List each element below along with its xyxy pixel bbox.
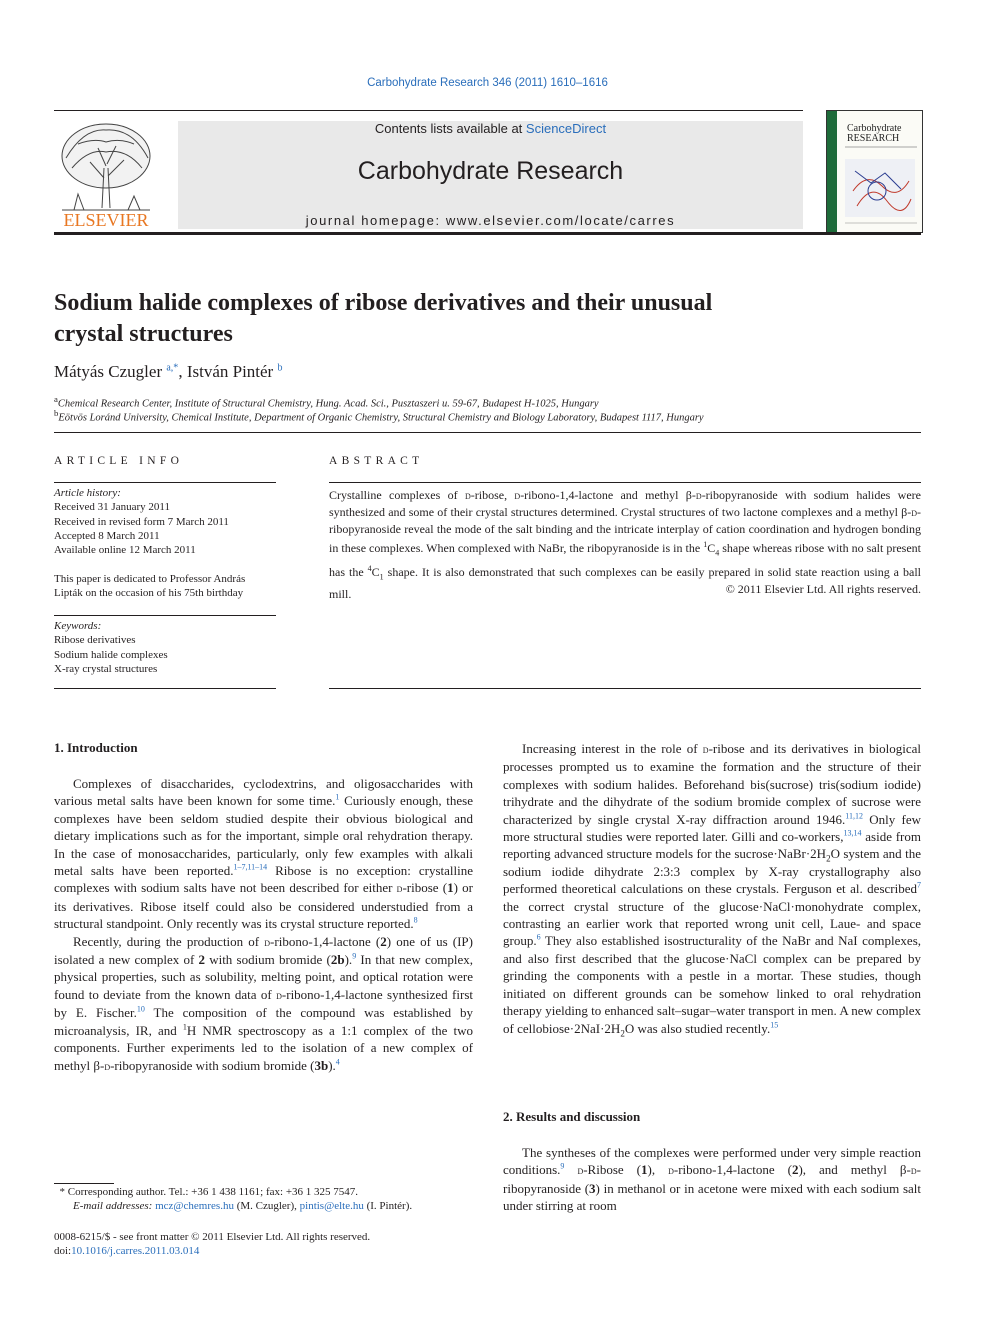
journal-reference-link[interactable]: Carbohydrate Research 346 (2011) 1610–1616 — [367, 77, 608, 89]
email-label: E-mail addresses: — [73, 1200, 153, 1212]
homepage-link[interactable]: www.elsevier.com/locate/carres — [445, 213, 676, 228]
online-date: Available online 12 March 2011 — [54, 544, 196, 557]
dedication-line: Lipták on the occasion of his 75th birthday — [54, 587, 244, 600]
section-heading-introduction: 1. Introduction — [54, 740, 138, 755]
author-name: Mátyás Czugler — [54, 362, 163, 381]
dedication — [54, 572, 284, 601]
elsevier-logo-text: ELSEVIER — [63, 210, 149, 230]
author-separator: , — [178, 362, 187, 381]
sciencedirect-link[interactable]: ScienceDirect — [525, 121, 607, 136]
affil-marker: b — [54, 408, 59, 418]
title-line-1: Sodium halide complexes of ribose derivatives and their unusual — [54, 290, 713, 316]
section-heading-results: 2. Results and discussion — [503, 1109, 641, 1124]
email-note — [73, 1200, 412, 1212]
info-rule — [54, 482, 276, 483]
abstract-rule — [329, 482, 921, 483]
doi-link[interactable]: 10.1016/j.carres.2011.03.014 — [71, 1245, 200, 1257]
info-rule — [54, 615, 276, 616]
corresponding-author-note: * Corresponding author. Tel.: +36 1 438 1161; fax: +36 1 325 7547. — [54, 1186, 359, 1198]
abstract-rule — [329, 688, 921, 689]
footnote-rule — [54, 1183, 114, 1184]
affiliation-b — [54, 408, 704, 424]
contents-line — [178, 121, 803, 136]
homepage-prefix: journal homepage: — [305, 213, 446, 228]
issn-line: 0008-6215/$ - see front matter © 2011 Elsevier Ltd. All rights reserved. — [54, 1231, 371, 1243]
journal-cover[interactable] — [826, 110, 923, 233]
history-label: Article history: — [54, 487, 121, 499]
keywords — [54, 619, 276, 676]
author-affil-link[interactable]: b — [277, 362, 283, 374]
received-date: Received 31 January 2011 — [54, 501, 170, 514]
header-divider — [54, 232, 921, 235]
right-column-intro: Increasing interest in the role of d-ribose and its derivatives in biological processes prompted us to examine the formation and the structure of their complexes with sodium halides. Beforehand bis(sucrose) tris(sodium iodide) trihydrate and the dihydrate of the sodium bromide complex of sucrose were characterized by single crystal X-ray diffraction around 1946.$^{11,12}$ Only few more structural studies were reported later. Gilli and co-workers,$^{13,14}$ aside from reporting advanced structure models for the $sucrose\cdot NaBr\cdot 2H_2O$ system and the sodium iodide dihydrate 2:3:3 complex by X-ray crystallography also performed theoretical calculations on these crystals. Ferguson et al. described$^7$ the correct crystal structure of the glucose·NaCl·monohydrate complex, contrasting an earlier work that reported wrong unit cell, Laue- and space group.$^6$ They also established isostructurality of the NaBr and NaI complexes, and also first described that the glucose·NaCl complex can be prepared by grinding the components with a pestle in a mortar. These studies, though initiated on different grounds can be somehow linked to oral rehydration therapy yielding to enhanced salt–sugar–water transport in men. A new complex of $cellobiose\cdot 2NaI\cdot 2H_2O$ was also studied recently.$^{15}$ — [503, 741, 921, 1039]
affil-text: Eötvös Loránd University, Chemical Institute, Department of Organic Chemistry, Structural Chemistry and Biology Laboratory, Budapest 1117, Hungary — [58, 412, 704, 424]
journal-homepage — [178, 213, 803, 228]
journal-cover-image — [827, 111, 922, 232]
email-link[interactable]: pintis@elte.hu — [299, 1200, 364, 1212]
affiliation-divider — [54, 432, 921, 433]
results-column: The syntheses of the complexes were performed under very simple reaction conditions.$^9$ d-Ribose (1), d-ribono-1,4-lactone (2), and methyl β-d-ribopyranoside (3) in methanol or in acetone were mixed with each sodium salt under stirring at room — [503, 1145, 921, 1214]
introduction-column: Complexes of disaccharides, cyclodextrins, and oligosaccharides with various metal salts have been known for some time.$^1$ Curiously enough, these complexes have been seldom studied despite their obvious biological and dietary implications such as for the important, simple oral rehydration therapy. In the case of monosaccharides, particularly, only few examples with alkali metal salts have been reported.$^{1-7,11-14}$ Ribose is no exception: crystalline complexes with sodium salts have not been described for either d-ribose (1) or its derivatives. Ribose itself could also be considered understudied from a structural standpoint. Only recently was its crystal structure reported.$^8$ Recently, during the production of d-ribono-1,4-lactone (2) one of us (IP) isolated a new complex of 2 with sodium bromide (2b).$^9$ In that new complex, physical properties, such as solubility, melting point, and optical rotation were found to deviate from the known data of d-ribono-1,4-lactone synthesized first by E. Fischer.$^{10}$ The composition of the compound was established by microanalysis, IR, and $^1$H NMR spectroscopy as a 1:1 complex of the two components. Further experiments led to the isolation of a new complex of methyl β-d-ribopyranoside with sodium bromide (3b).$^4$ — [54, 776, 473, 1073]
dedication-line: This paper is dedicated to Professor András — [54, 573, 246, 585]
affil-text: Chemical Research Center, Institute of Structural Chemistry, Hung. Acad. Sci., Pusztaszeri u. 59-67, Budapest H-1025, Hungary — [57, 398, 599, 410]
revised-date: Received in revised form 7 March 2011 — [54, 515, 229, 528]
info-rule — [54, 688, 276, 689]
journal-title: Carbohydrate Research — [357, 157, 624, 185]
keyword: Sodium halide complexes — [54, 648, 168, 661]
keywords-label: Keywords: — [54, 620, 102, 632]
article-info-heading: ARTICLE INFO — [54, 455, 184, 467]
article-title — [54, 288, 834, 350]
doi-line — [54, 1245, 199, 1257]
email-owner: (M. Czugler), — [233, 1200, 300, 1212]
author-list — [54, 362, 282, 382]
corresponding-text: Corresponding author. Tel.: +36 1 438 1161; fax: +36 1 325 7547. — [67, 1186, 359, 1198]
email-owner: (I. Pintér). — [363, 1200, 413, 1212]
affil-marker: a — [54, 394, 58, 404]
doi-prefix: doi: — [54, 1245, 72, 1257]
title-line-2: crystal structures — [54, 321, 233, 347]
accepted-date: Accepted 8 March 2011 — [54, 529, 160, 542]
elsevier-logo[interactable] — [54, 118, 158, 230]
header-rule — [54, 110, 803, 111]
abstract-heading: ABSTRACT — [329, 455, 424, 467]
abstract-text: Crystalline complexes of d-ribose, d-ribono-1,4-lactone and methyl β-d-ribopyranoside with sodium halides were synthesized and some of their crystal structures determined. Crystal structures of two lactone complexes and a methyl β-d-ribopyranoside reveal the mode of the salt binding and the intricate interplay of cation coordination and hydrogen bonding in these complexes. When complexed with NaBr, the ribopyranoside is in the $^1C_4$ shape whereas ribose with no salt present has the $^4C_1$ shape. It is also demonstrated that such complexes can be easily prepared in solid state reaction using a ball mill. — [329, 488, 922, 601]
cover-title-2: RESEARCH — [847, 133, 900, 144]
keyword: Ribose derivatives — [54, 634, 136, 647]
article-history — [54, 486, 276, 557]
author-name: István Pintér — [186, 362, 274, 381]
elsevier-tree-icon — [54, 118, 158, 230]
contents-prefix: Contents lists available at — [374, 121, 526, 136]
keyword: X-ray crystal structures — [54, 662, 158, 675]
email-link[interactable]: mcz@chemres.hu — [155, 1200, 234, 1212]
copyright: © 2011 Elsevier Ltd. All rights reserved. — [725, 582, 921, 596]
cover-title-1: Carbohydrate — [847, 123, 902, 134]
author-affil-link[interactable]: a,* — [166, 362, 179, 374]
